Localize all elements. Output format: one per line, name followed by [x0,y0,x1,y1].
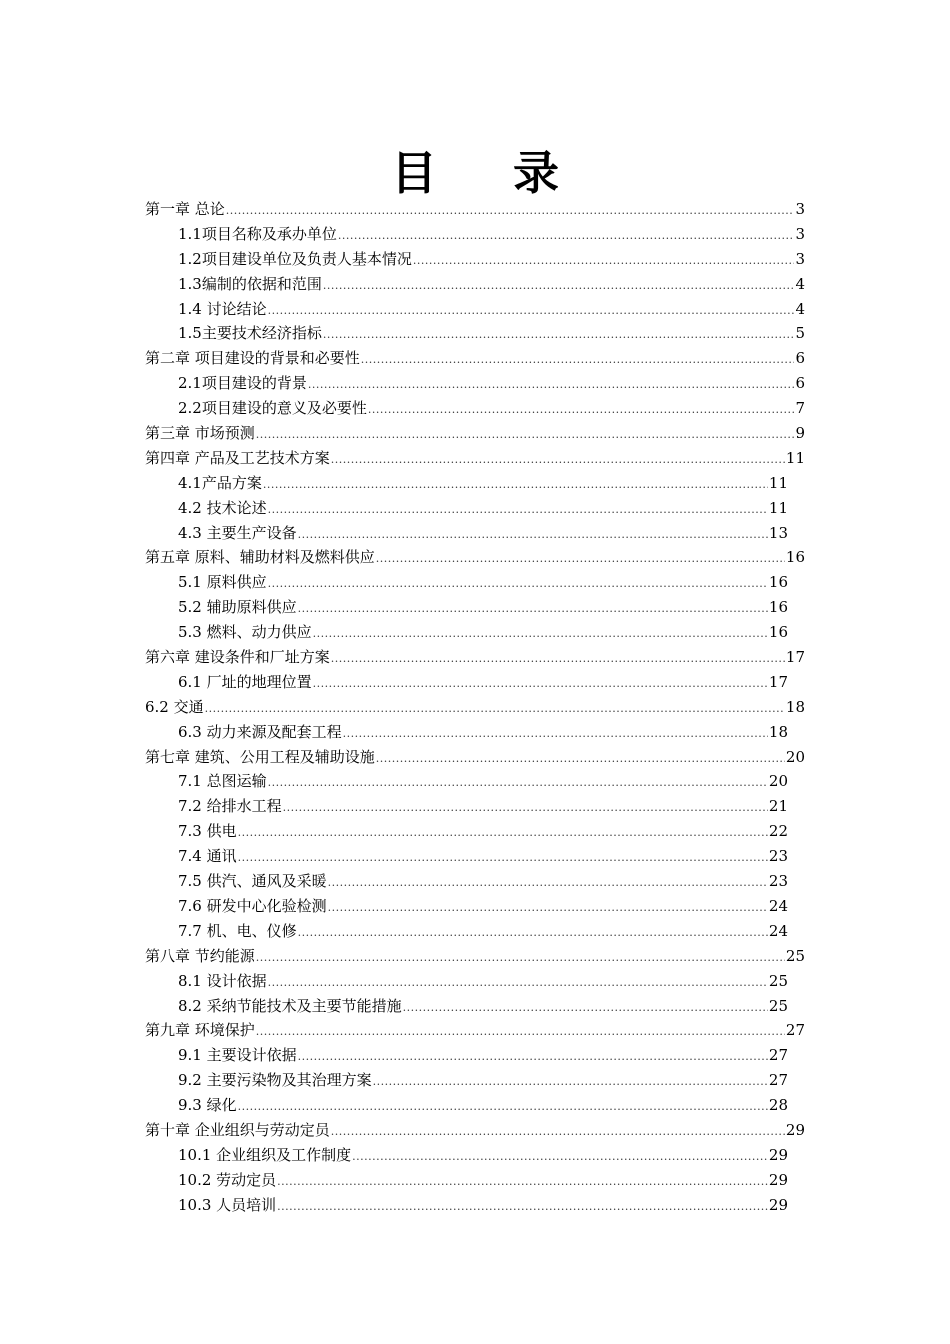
toc-entry[interactable] [145,696,805,721]
toc-entry[interactable] [145,895,788,920]
toc-leader-dots [376,752,785,765]
toc-page-number: 6 [795,349,805,368]
toc-entry-title: 7.6 研发中心化验检测 [178,896,327,915]
toc-entry[interactable] [145,1144,788,1169]
toc-entry[interactable] [145,298,805,323]
toc-entry[interactable] [145,1119,805,1144]
toc-entry[interactable] [145,795,788,820]
toc-entry-title: 10.3 人员培训 [178,1195,277,1214]
toc-page-number: 6 [795,374,805,393]
toc-entry-title: 6.2 交通 [145,697,204,716]
toc-entry-title: 7.2 给排水工程 [178,797,282,816]
toc-page-number: 25 [768,971,788,990]
toc-entry[interactable] [145,870,788,895]
toc-leader-dots [331,1125,785,1138]
toc-entry-title: 9.3 绿化 [178,1096,237,1115]
toc-entry[interactable] [145,995,788,1020]
toc-leader-dots [323,279,795,292]
toc-entry-title: 第十章 企业组织与劳动定员 [145,1120,330,1139]
toc-entry[interactable] [145,447,805,472]
toc-leader-dots [328,901,768,914]
toc-entry-title: 第九章 环境保护 [145,1021,255,1040]
toc-page-number: 3 [795,200,805,218]
toc-entry[interactable] [145,820,788,845]
toc-entry[interactable] [145,746,805,771]
toc-entry-title: 5.3 燃料、动力供应 [178,623,312,642]
toc-page-number: 16 [768,623,788,642]
toc-entry-title: 7.1 总图运输 [178,772,267,791]
toc-entry[interactable] [145,770,788,795]
toc-page-number: 16 [785,548,805,567]
toc-entry-title: 1.5主要技术经济指标 [178,324,322,343]
toc-page-number: 29 [768,1145,788,1164]
toc-entry-title: 7.7 机、电、仪修 [178,921,297,940]
toc-entry[interactable] [145,546,805,571]
toc-leader-dots [298,1050,768,1063]
toc-page-number: 5 [795,324,805,343]
toc-page-number: 20 [768,772,788,791]
toc-page-number: 21 [768,797,788,816]
toc-page-number: 16 [768,598,788,617]
toc-page-number: 27 [785,1021,805,1040]
toc-entry[interactable] [145,1069,788,1094]
toc-entry-title: 第一章 总论 [145,200,225,218]
toc-entry-title: 第八章 节约能源 [145,946,255,965]
toc-page-number: 4 [795,274,805,293]
toc-leader-dots [298,528,768,541]
toc-entry-title: 1.4 讨论结论 [178,299,267,318]
toc-leader-dots [256,1025,785,1038]
toc-leader-dots [268,304,795,317]
toc-leader-dots [283,801,768,814]
toc-page-number: 28 [768,1096,788,1115]
toc-entry[interactable] [145,621,788,646]
toc-entry[interactable] [145,397,805,422]
toc-entry-title: 1.1项目名称及承办单位 [178,224,337,243]
toc-entry[interactable] [145,596,788,621]
toc-entry[interactable] [145,646,805,671]
toc-entry[interactable] [145,273,805,298]
toc-leader-dots [277,1175,768,1188]
toc-entry-title: 第六章 建设条件和厂址方案 [145,648,330,667]
toc-entry[interactable] [145,1194,788,1219]
toc-page-number: 18 [768,722,788,741]
toc-entry-title: 第七章 建筑、公用工程及辅助设施 [145,747,375,766]
toc-leader-dots [256,951,785,964]
toc-leader-dots [313,677,768,690]
toc-entry-title: 4.3 主要生产设备 [178,523,297,542]
toc-page-number: 25 [785,946,805,965]
toc-leader-dots [205,702,785,715]
toc-page-number: 17 [768,672,788,691]
toc-leader-dots [403,1001,768,1014]
toc-entry[interactable] [145,422,805,447]
toc-entry-title: 4.2 技术论述 [178,498,267,517]
toc-leader-dots [313,627,768,640]
toc-page-number: 3 [795,224,805,243]
toc-entry[interactable] [145,845,788,870]
toc-leader-dots [277,1200,768,1213]
toc-entry-title: 7.4 通讯 [178,847,237,866]
toc-entry-title: 5.1 原料供应 [178,573,267,592]
toc-page-number: 29 [785,1120,805,1139]
toc-page-number: 7 [795,399,805,418]
toc-leader-dots [361,353,795,366]
toc-entry[interactable] [145,1019,805,1044]
toc-page-number: 3 [795,249,805,268]
toc-entry[interactable] [145,472,788,497]
toc-leader-dots [268,976,768,989]
toc-page-number: 22 [768,822,788,841]
toc-entry-title: 7.3 供电 [178,822,237,841]
toc-entry-title: 9.1 主要设计依据 [178,1046,297,1065]
toc-entry-title: 2.1项目建设的背景 [178,374,307,393]
toc-leader-dots [338,229,795,242]
toc-leader-dots [268,776,768,789]
toc-entry-title: 第二章 项目建设的背景和必要性 [145,349,360,368]
toc-leader-dots [376,552,785,565]
toc-entry-title: 1.3编制的依据和范围 [178,274,322,293]
toc-page-number: 23 [768,872,788,891]
toc-page-number: 11 [768,473,788,492]
toc-entry-title: 1.2项目建设单位及负责人基本情况 [178,249,412,268]
toc-entry[interactable] [145,1044,788,1069]
toc-entry-title: 2.2项目建设的意义及必要性 [178,399,367,418]
toc-leader-dots [373,1075,768,1088]
toc-entry[interactable] [145,1169,788,1194]
toc-page-number: 18 [785,697,805,716]
toc-page-number: 16 [768,573,788,592]
toc-leader-dots [308,378,795,391]
toc-entry[interactable] [145,248,805,273]
toc-entry[interactable] [145,198,805,223]
toc-page-number: 11 [768,498,788,517]
toc-page-number: 17 [785,648,805,667]
toc-page-number: 20 [785,747,805,766]
toc-page-number: 13 [768,523,788,542]
toc-entry[interactable] [145,571,788,596]
toc-leader-dots [368,403,795,416]
toc-leader-dots [238,851,768,864]
toc-entry-title: 7.5 供汽、通风及采暖 [178,872,327,891]
toc-entry[interactable] [145,372,805,397]
toc-entry-title: 6.1 厂址的地理位置 [178,672,312,691]
toc-leader-dots [352,1150,768,1163]
toc-entry[interactable] [145,1094,788,1119]
toc-leader-dots [256,428,795,441]
toc-leader-dots [331,453,785,466]
toc-page-number: 29 [768,1170,788,1189]
toc-leader-dots [331,652,785,665]
toc-entry[interactable] [145,223,805,248]
toc-entry[interactable] [145,347,805,372]
toc-page-number: 25 [768,996,788,1015]
toc-entry[interactable] [145,970,788,995]
toc-entry-title: 6.3 动力来源及配套工程 [178,722,342,741]
toc-leader-dots [268,503,768,516]
toc-leader-dots [263,478,768,491]
toc-entry-title: 第五章 原料、辅助材料及燃料供应 [145,548,375,567]
toc-leader-dots [328,876,768,889]
page-title: 目 录 [390,146,589,200]
toc-leader-dots [226,204,795,217]
toc-entry[interactable] [145,721,788,746]
toc-page-number: 27 [768,1071,788,1090]
toc-leader-dots [323,328,795,341]
toc-leader-dots [268,577,768,590]
toc-entry[interactable] [145,522,788,547]
toc-page-number: 11 [785,448,805,467]
toc-page-number: 9 [795,424,805,443]
toc-page-number: 27 [768,1046,788,1065]
toc-leader-dots [238,826,768,839]
toc-page-number: 29 [768,1195,788,1214]
toc-page-number: 24 [768,896,788,915]
toc-entry[interactable] [145,671,788,696]
toc-entry-title: 8.1 设计依据 [178,971,267,990]
toc-page-number: 4 [795,299,805,318]
toc-entry-title: 4.1产品方案 [178,473,262,492]
toc-leader-dots [343,727,768,740]
toc-entry-title: 10.2 劳动定员 [178,1170,277,1189]
toc-entry-title: 5.2 辅助原料供应 [178,598,297,617]
toc-entry-title: 9.2 主要污染物及其治理方案 [178,1071,372,1090]
toc-page-number: 24 [768,921,788,940]
toc-leader-dots [238,1100,768,1113]
toc-entry[interactable] [145,322,805,347]
toc-entry[interactable] [145,945,805,970]
toc-page-number: 23 [768,847,788,866]
toc-leader-dots [298,602,768,615]
table-of-contents [145,198,805,1219]
toc-leader-dots [413,254,795,267]
toc-entry[interactable] [145,920,788,945]
toc-entry[interactable] [145,497,788,522]
toc-entry-title: 8.2 采纳节能技术及主要节能措施 [178,996,402,1015]
toc-entry-title: 第四章 产品及工艺技术方案 [145,448,330,467]
toc-leader-dots [298,926,768,939]
toc-entry-title: 10.1 企业组织及工作制度 [178,1145,352,1164]
toc-entry-title: 第三章 市场预测 [145,424,255,443]
